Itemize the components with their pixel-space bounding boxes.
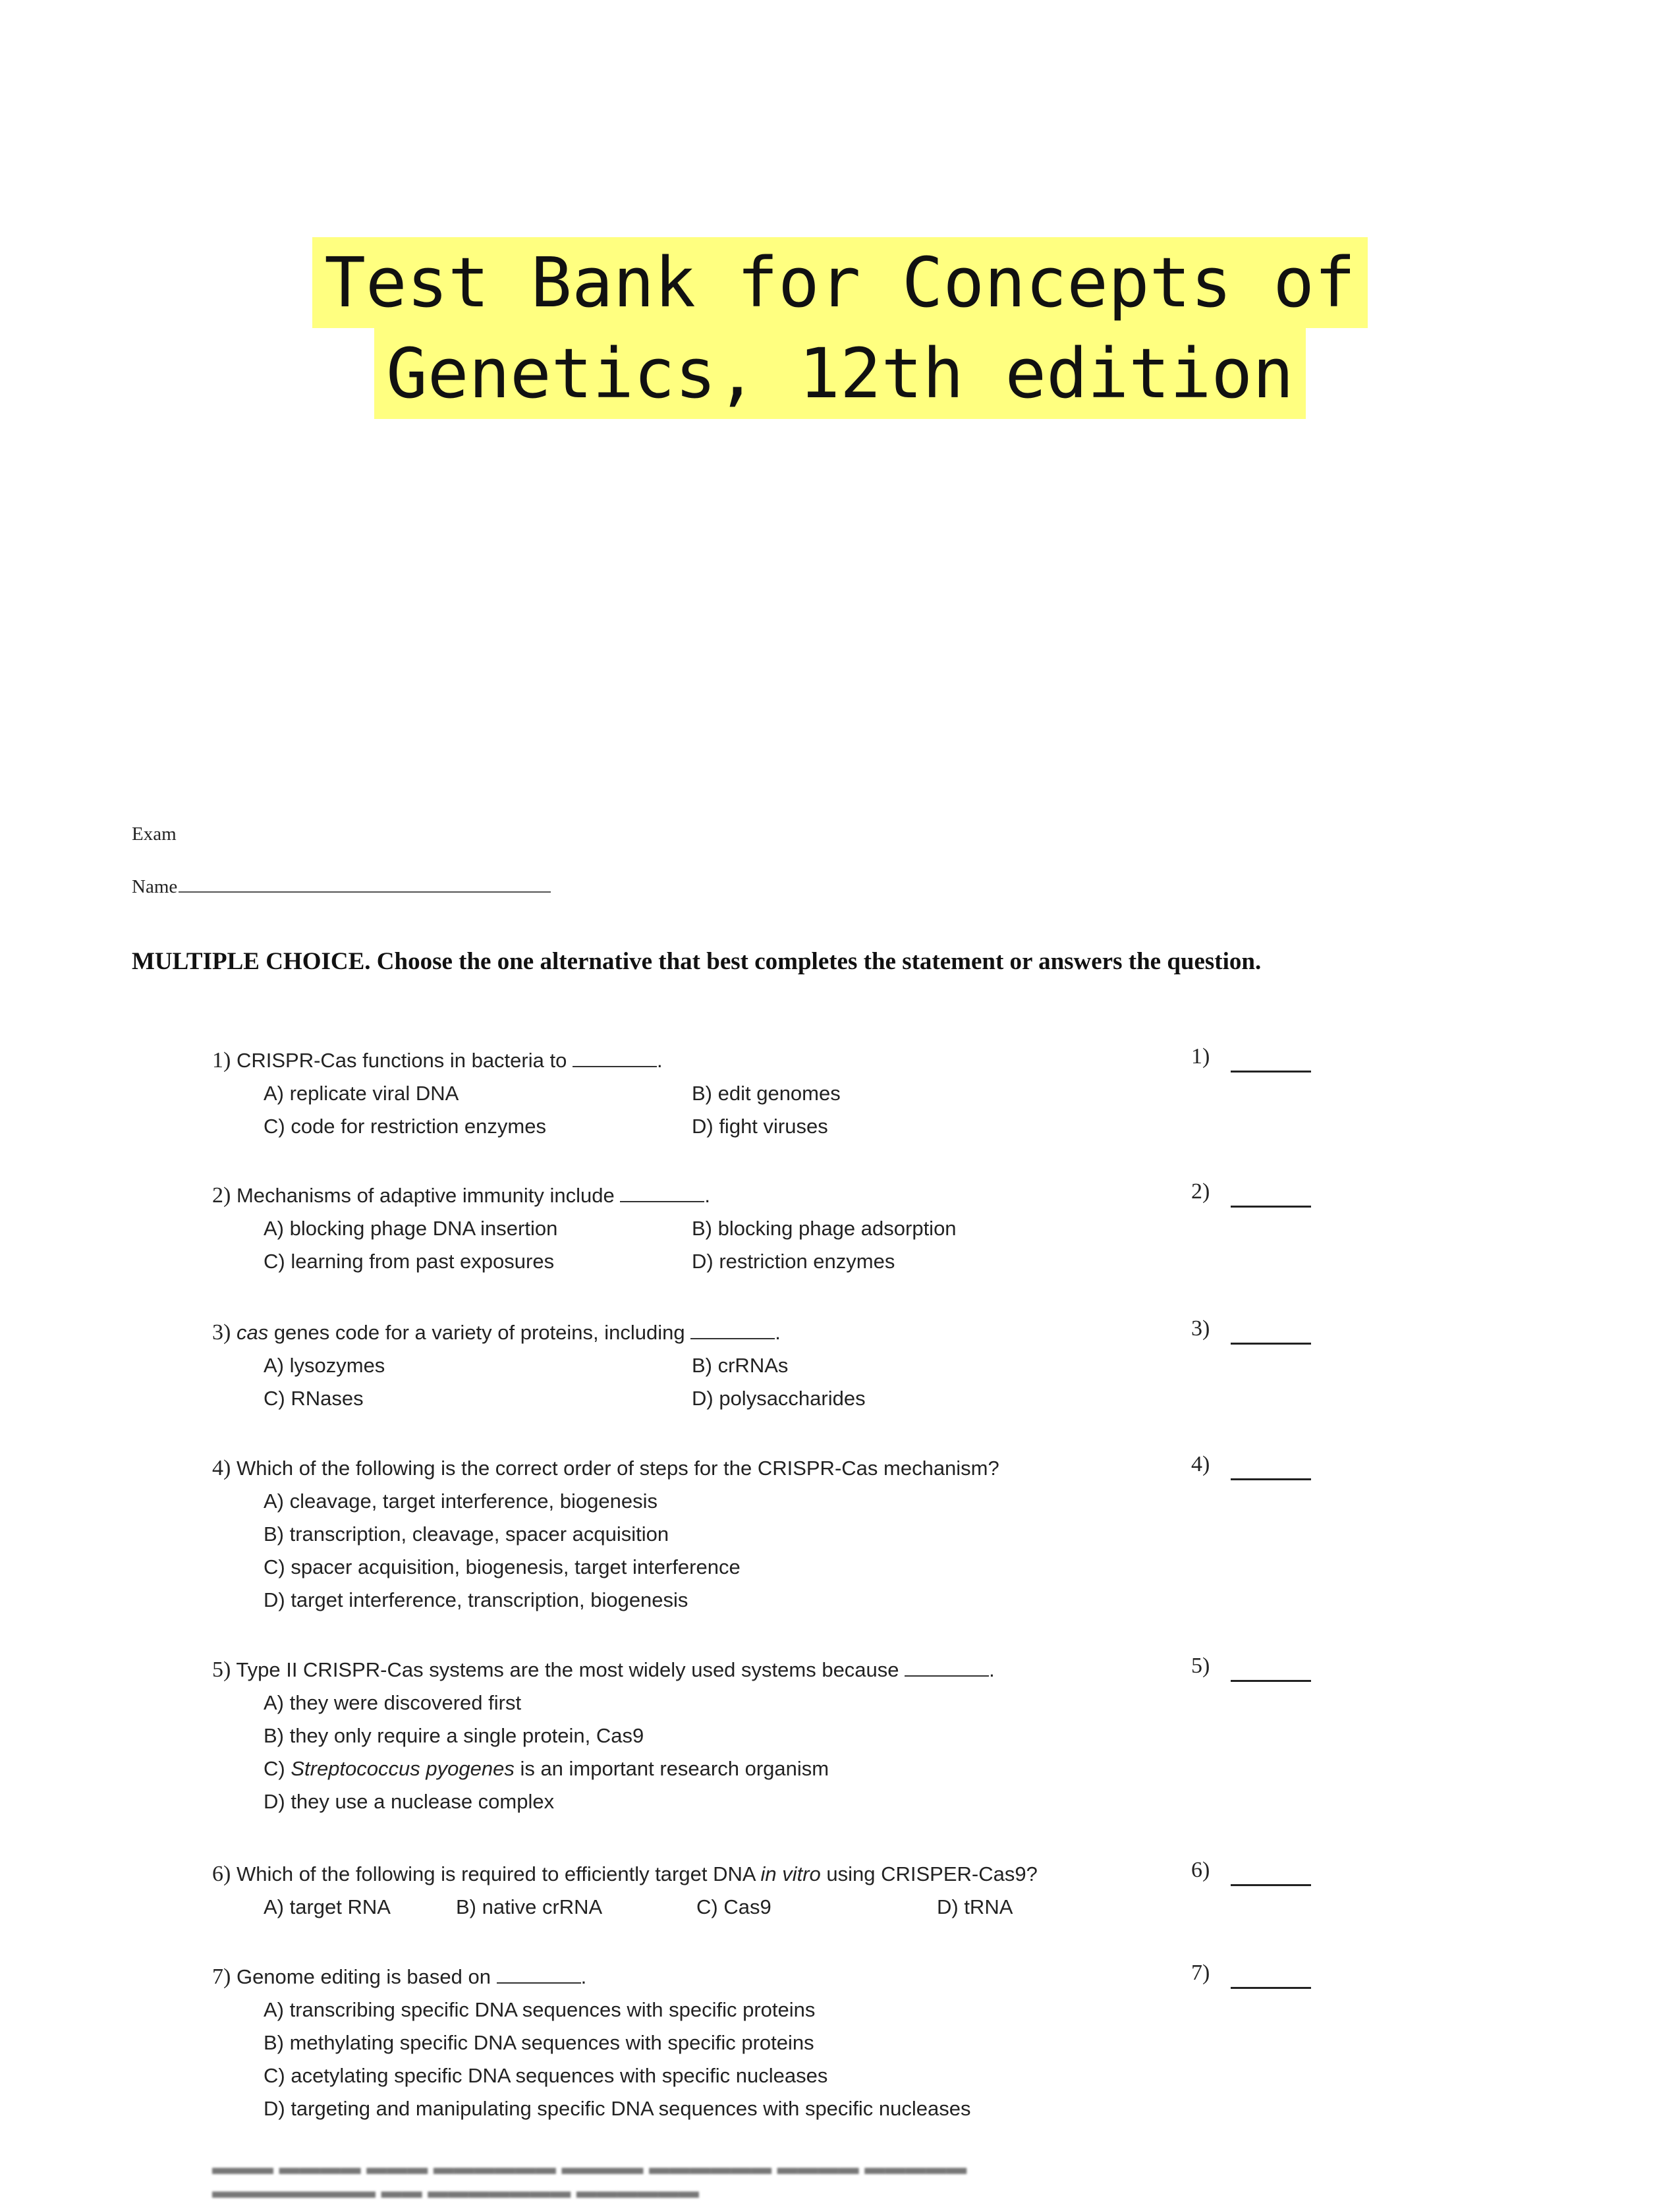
option-b[interactable]: B) edit genomes [692,1082,841,1105]
fill-blank [620,1185,704,1202]
question-stem: 3) cas genes code for a variety of proteins, including . [212,1320,781,1345]
question-5 [212,1654,1332,1818]
fill-blank [690,1322,775,1339]
question-7 [212,1961,1332,2125]
name-label: Name [132,876,178,897]
answer-slot-5[interactable]: 5) [1191,1654,1323,1687]
option-c[interactable]: C) RNases [264,1387,364,1410]
option-c[interactable]: C) acetylating specific DNA sequences with specific nucleases [264,2064,828,2087]
document-title [0,237,1680,419]
option-d[interactable]: D) target interference, transcription, biogenesis [264,1588,688,1611]
option-a[interactable]: A) transcribing specific DNA sequences with specific proteins [264,1998,816,2021]
option-b[interactable]: B) methylating specific DNA sequences with specific proteins [264,2031,814,2054]
option-c[interactable]: C) Streptococcus pyogenes is an important research organism [264,1757,829,1780]
question-4 [212,1452,1332,1617]
option-a[interactable]: A) lysozymes [264,1354,385,1377]
option-b[interactable]: B) crRNAs [692,1354,789,1377]
title-line-1: Test Bank for Concepts of [312,237,1367,328]
answer-slot-6[interactable]: 6) [1191,1858,1323,1891]
option-c[interactable]: C) learning from past exposures [264,1250,555,1273]
exam-label: Exam [132,823,177,845]
answer-slot-3[interactable]: 3) [1191,1316,1323,1349]
option-c[interactable]: C) code for restriction enzymes [264,1115,546,1138]
fill-blank [573,1050,657,1067]
option-b[interactable]: B) native crRNA [456,1895,603,1918]
question-2 [212,1179,1332,1278]
question-1 [212,1044,1332,1143]
answer-slot-7[interactable]: 7) [1191,1961,1323,1994]
cut-off-next-question: ▬▬▬ ▬▬▬▬ ▬▬▬ ▬▬▬▬▬▬ ▬▬▬▬ ▬▬▬▬▬▬ ▬▬▬▬ ▬▬▬▬▬ ▬▬▬▬▬▬▬▬ ▬▬ ▬▬▬▬▬▬▬ ▬▬▬▬▬▬ [212,2156,967,2202]
answer-slot-2[interactable]: 2) [1191,1179,1323,1212]
option-a[interactable]: A) cleavage, target interference, biogenesis [264,1490,658,1513]
option-b[interactable]: B) they only require a single protein, Cas9 [264,1724,644,1747]
option-b[interactable]: B) transcription, cleavage, spacer acquisition [264,1522,669,1546]
option-c[interactable]: C) Cas9 [696,1895,771,1918]
option-b[interactable]: B) blocking phage adsorption [692,1217,957,1240]
question-stem: 6) Which of the following is required to efficiently target DNA in vitro using CRISPER-Cas9? [212,1862,1038,1886]
title-line-2: Genetics, 12th edition [374,328,1306,419]
question-stem: 7) Genome editing is based on . [212,1965,587,1989]
question-stem: 2) Mechanisms of adaptive immunity include . [212,1183,710,1208]
option-a[interactable]: A) replicate viral DNA [264,1082,459,1105]
instructions: MULTIPLE CHOICE. Choose the one alternative that best completes the statement or answers the question. [132,948,1262,975]
option-d[interactable]: D) tRNA [937,1895,1013,1918]
name-row [132,876,551,898]
option-d[interactable]: D) targeting and manipulating specific DNA sequences with specific nucleases [264,2097,971,2120]
question-stem: 4) Which of the following is the correct order of steps for the CRISPR-Cas mechanism? [212,1456,999,1480]
option-a[interactable]: A) target RNA [264,1895,391,1918]
option-c[interactable]: C) spacer acquisition, biogenesis, target interference [264,1555,741,1578]
answer-slot-4[interactable]: 4) [1191,1452,1323,1485]
fill-blank [905,1659,989,1677]
fill-blank [497,1966,581,1984]
option-a[interactable]: A) blocking phage DNA insertion [264,1217,558,1240]
name-field[interactable] [179,877,551,893]
option-a[interactable]: A) they were discovered first [264,1691,522,1714]
question-3 [212,1316,1332,1415]
question-6 [212,1858,1332,1924]
option-d[interactable]: D) fight viruses [692,1115,828,1138]
option-d[interactable]: D) restriction enzymes [692,1250,895,1273]
option-d[interactable]: D) polysaccharides [692,1387,866,1410]
question-stem: 1) CRISPR-Cas functions in bacteria to . [212,1048,663,1073]
question-stem: 5) Type II CRISPR-Cas systems are the most widely used systems because . [212,1658,995,1682]
answer-slot-1[interactable]: 1) [1191,1044,1323,1077]
option-d[interactable]: D) they use a nuclease complex [264,1790,555,1813]
